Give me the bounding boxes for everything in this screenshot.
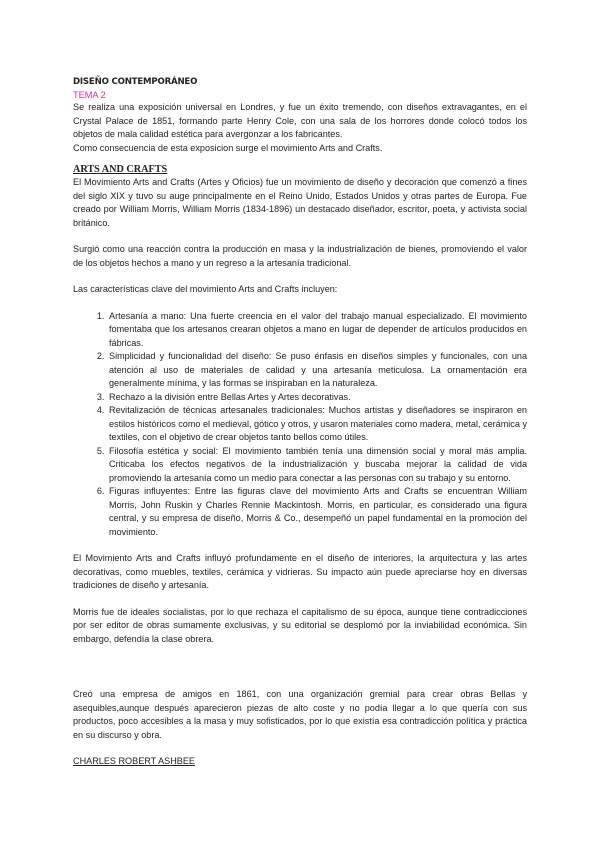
- list-item: 3. Rechazo a la división entre Bellas Artes y Artes decorativas.: [107, 391, 527, 405]
- paragraph-company: Creó una empresa de amigos en 1861, con una organización gremial para crear obras Bellas y asequibles,aunque después aparecieron piezas de alto coste y no podía llegar a lo que quería con sus productos, poco accesibles a la masa y muy sofisticados, por lo que existía esa contradicción política y práctica en su discurso y obra.: [73, 689, 527, 740]
- section-heading-ashbee: CHARLES ROBERT ASHBEE: [73, 756, 195, 766]
- intro-consequence: Como consecuencia de esta exposicion surge el movimiento Arts and Crafts.: [73, 142, 383, 153]
- paragraph-list-intro: Las características clave del movimiento Arts and Crafts incluyen:: [73, 284, 338, 294]
- list-item: 5. Filosofía estética y social: El movimiento también tenía una dimensión social y moral más amplia. Criticaba los efectos negativos de la industrialización y buscaba mejorar la calidad de vida promoviendo la artesanía como un medio para conectar a las personas con su trabajo y su entorno.: [107, 445, 527, 486]
- paragraph-definition: El Movimiento Arts and Crafts (Artes y Oficios) fue un movimiento de diseño y decoración que comenzó a fines del siglo XIX y tuvo su auge principalmente en el Reino Unido, Estados Unidos y otras partes de Europa. Fue creado por William Morris, William Morris (1834-1896) un destacado diseñador, escritor, poeta, y activista social británico.: [73, 177, 527, 228]
- list-item: 6. Figuras influyentes: Entre las figuras clave del movimiento Arts and Crafts se encuentran William Morris, John Ruskin y Charles Rennie Mackintosh. Morris, en particular, es considerado una figura central, y su empresa de diseño, Morris & Co., desempeñó un papel fundamental en la promoción del movimiento.: [107, 485, 527, 539]
- intro-paragraph: Se realiza una exposición universal en Londres, y fue un éxito tremendo, con diseños extravagantes, en el Crystal Palace de 1851, formando parte Henry Cole, con una sala de los horrores donde colocó todos los objetos de mala calidad estética para avergonzar a los fabricantes.: [73, 102, 527, 139]
- topic-label: TEMA 2: [73, 90, 106, 100]
- list-item: 2. Simplicidad y funcionalidad del diseño: Se puso énfasis en diseños simples y funcionales, con una atención al uso de materiales de calidad y una artesanía meticulosa. La ornamentación era generalmente mínima, y las formas se inspiraban en la naturaleza.: [107, 350, 527, 391]
- characteristics-list: [73, 310, 527, 540]
- paragraph-influence: El Movimiento Arts and Crafts influyó profundamente en el diseño de interiores, la arquitectura y las artes decorativas, como muebles, textiles, cerámica y vidrieras. Su impacto aún puede apreciarse hoy en diversas tradiciones de diseño y artesanía.: [73, 553, 527, 590]
- list-item: 4. Revitalización de técnicas artesanales tradicionales: Muchos artistas y diseñadores se inspiraron en estilos históricos como el medieval, gótico y otros, y usaron materiales como madera, metal, cerámica y textiles, con el objetivo de crear objetos tanto bellos como útiles.: [107, 404, 527, 445]
- paragraph-origin: Surgió como una reacción contra la producción en masa y la industrialización de bienes, promoviendo el valor de los objetos hechos a mano y un regreso a la artesanía tradicional.: [73, 244, 527, 268]
- section-heading-arts-and-crafts: ARTS AND CRAFTS: [73, 164, 168, 175]
- paragraph-morris-ideals: Morris fue de ideales socialistas, por lo que rechaza el capitalismo de su época, aunque tiene contradicciones por ser editor de obras sumamente exclusivas, y su editorial se desplomó por la inviabilidad económica. Sin embargo, defendía la clase obrera.: [73, 606, 527, 644]
- document-title: DISEÑO CONTEMPORÁNEO: [73, 77, 198, 87]
- list-item: 1. Artesanía a mano: Una fuerte creencia en el valor del trabajo manual especializado. El movimiento fomentaba que los artesanos crearan objetos a mano en lugar de depender de artículos producidos en fábricas.: [107, 310, 527, 351]
